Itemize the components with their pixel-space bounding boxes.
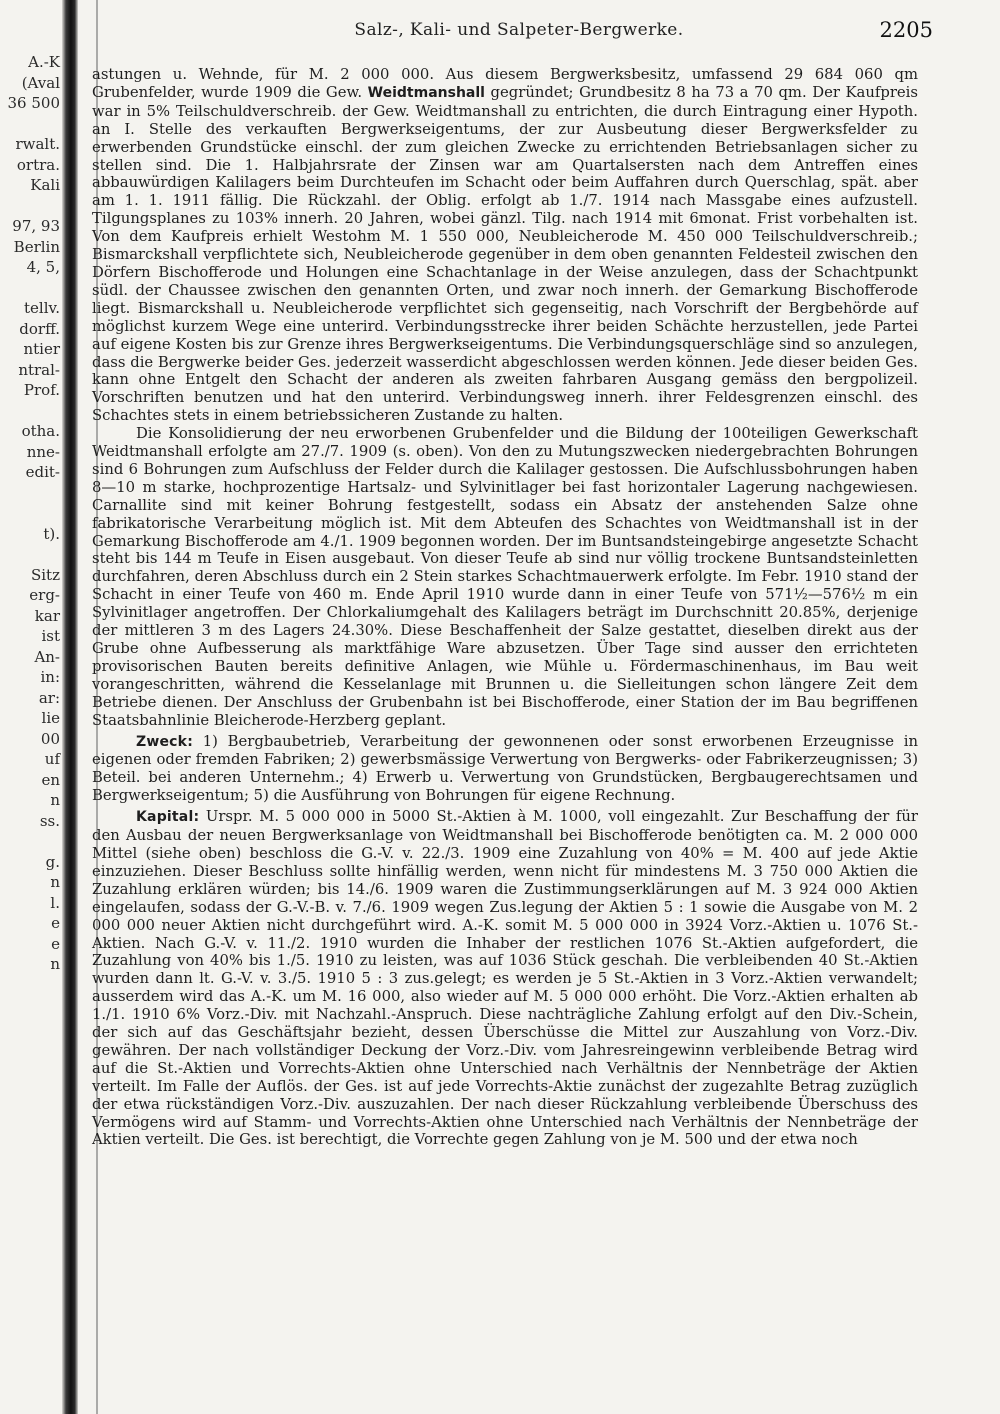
company-name-bold: Weidtmanshall [367,84,485,101]
previous-page-fragment: A.-K [28,53,60,71]
previous-page-fragment: tellv. [24,299,60,317]
book-spine-gutter [62,0,78,1414]
previous-page-fragment: uf [44,750,60,768]
paragraph-property-history [92,66,918,425]
previous-page-fragment: lie [41,709,60,727]
previous-page-fragment: 36 500 [7,94,60,112]
paragraph-text: gegründet; Grundbesitz 8 ha 73 a 70 qm. Der Kaufpreis war in 5% Teilschuldverschreib. der Gew. Weidtmanshall zu entrichten, die durch Eintragung einer Hypoth. an I. Stelle des verkauften Bergwerkseigentums, der zur Ausbeutung dieser Bergwerksfelder zu erwerbenden Grundstücke einschl. der zum gleichen Zwecke zu errichtenden Betriebsanlagen sicher zu stellen sind. Die 1. Halbjahrsrate der Zinsen war am Quartalsersten nach dem Antreffen eines abbauwürdigen Kalilagers beim Durchteufen im Schacht oder beim Auffahren durch Querschlag, spät. aber am 1. 1. 1911 fällig. Die Rückzahl. der Oblig. erfolgt ab 1./7. 1914 nach Massgabe eines aufzustell. Tilgungsplanes zu 103% innerh. 20 Jahren, wobei gänzl. Tilg. nach 1914 mit 6monat. Frist vorbehalten ist. Von dem Kaufpreis erhielt Westohm M. 1 550 000, Neubleicherode M. 450 000 Teilschuldverschreib.; Bismarckshall verpflichtete sich, Neubleicherode gegenüber in dem oben genannten Feldesteil zwischen den Dörfern Bischofferode und Holungen eine Schachtanlage in der Weise anzulegen, dass der Schachtpunkt südl. der Chaussee zwischen den genannten Orten, und zwar noch innerh. der Gemarkung Bischofferode liegt. Bismarckshall u. Neubleicherode verpflichtet sich gegenseitig, nach Vorschrift der Bergbehörde auf möglichst kurzem Wege eine unterird. Verbindungsstrecke ihrer beiden Schächte herzustellen, jede Partei auf eigene Kosten bis zur Grenze ihres Bergwerkseigentums. Die Verbindungsquerschläge sind so anzulegen, dass die Bergwerke beider Ges. jederzeit wasserdicht abgeschlossen werden können. Jede dieser beiden Ges. kann ohne Entgelt den Schacht der anderen als zweiten fahrbaren Ausgang gemäss den bergpolizeil. Vorschriften benutzen und hat den unterird. Verbindungsweg innerh. ihrer Feldesgrenzen einschl. des Schachtes stets in einem betriebssicheren Zustande zu halten. [92,83,919,425]
previous-page-fragment [0,483,62,504]
section-kapital [92,808,918,1149]
previous-page-fragment: otha. [21,422,60,440]
previous-page-fragment: ntier [23,340,60,358]
previous-page-fragment: 97, 93 [12,217,60,235]
previous-page-fragment: n [50,791,60,809]
previous-page-fragment: An- [34,647,60,666]
previous-page-fragment: ortra. [16,155,60,174]
previous-page-fragment: Berlin [13,237,60,256]
previous-page-fragment: 4, 5, [26,258,60,276]
previous-page-fragment [0,544,62,565]
previous-page-fragment: ss. [39,811,60,830]
running-header [105,18,933,48]
previous-page-fragment [0,503,62,524]
previous-page-fragment: ist [41,627,60,645]
page-body [92,66,918,1149]
previous-page-fragment [0,831,62,852]
previous-page-fragment: g. [45,852,60,871]
previous-page-fragment: n [50,955,60,973]
previous-page-fragment: l. [50,893,60,912]
previous-page-fragment [0,196,62,217]
previous-page-fragment: ar: [38,688,60,707]
previous-page-fragment: n [50,873,60,891]
previous-page-fragment: in: [40,668,60,686]
section-label: Kapital: [136,809,200,826]
previous-page-fragment [0,401,62,422]
previous-page-fragment: e [51,914,60,932]
section-zweck [92,733,918,806]
previous-page-fragment: Sitz [30,565,60,584]
paragraph-text: astungen u. Wehnde, für M. 2 000 000. Aus diesem Bergwerksbesitz, umfassend 29 684 060 qm Grubenfelder, wurde 1909 die Gew. [92,66,918,101]
previous-page-fragment [0,278,62,299]
running-head-title: Salz-, Kali- und Salpeter-Bergwerke. [354,20,684,40]
previous-page-fragment: ntral- [18,360,60,379]
previous-page-fragment: Prof. [23,381,60,399]
previous-page-fragment: kar [34,606,60,625]
section-text: Urspr. M. 5 000 000 in 5000 St.-Aktien à M. 1000, voll eingezahlt. Zur Beschaffung der für den Ausbau der neuen Bergwerksanlage von Weidtmanshall bei Bischofferode benötigten ca. M. 2 000 000 Mittel (siehe oben) beschloss die G.-V. v. 22./3. 1909 eine Zuzahlung von 40% = M. 400 auf jede Aktie einzuziehen. Dieser Beschluss sollte hinfällig werden, wenn nicht für mindestens M. 3 750 000 Aktien die Zuzahlung erklären würden; bis 14./6. 1909 waren die Zustimmungserklärungen auf M. 3 924 000 Aktien eingelaufen, sodass der G.-V.-B. v. 7./6. 1909 wegen Zus.legung der Aktien 5 : 1 sowie die Ausgabe von M. 2 000 000 neuer Aktien nicht durchgeführt wird. A.-K. somit M. 5 000 000 in 3924 Vorz.-Aktien u. 1076 St.-Aktien. Nach G.-V. v. 11./2. 1910 wurden die Inhaber der restlichen 1076 St.-Aktien aufgefordert, die Zuzahlung von 40% bis 1./5. 1910 zu leisten, was auf 1036 Stück geschah. Die verbleibenden 40 St.-Aktien wurden dann lt. G.-V. v. 3./5. 1910 5 : 3 zus.gelegt; es werden je 5 St.-Aktien in 3 Vorz.-Aktien verwandelt; ausserdem wird das A.-K. um M. 16 000, also wieder auf M. 5 000 000 erhöht. Die Vorz.-Aktien erhalten ab 1./1. 1910 6% Vorz.-Div. mit Nachzahl.-Anspruch. Diese nachträgliche Zahlung erfolgt auf den Div.-Schein, der sich auf das Geschäftsjahr bezieht, dessen Überschüsse die Mittel zur Auszahlung von Vorz.-Div. gewähren. Der nach vollständiger Deckung der Vorz.-Div. vom Jahresreingewinn verbleibende Betrag wird auf die St.-Aktien und Vorrechts-Aktien ohne Unterschied nach Verhältnis der Nennbeträge der Aktien verteilt. Im Falle der Auflös. der Ges. ist auf jede Vorrechts-Aktie zunächst der zugezahlte Betrag zuzüglich der etwa rückständigen Vorz.-Div. auszuzahlen. Der nach dieser Rückzahlung verbleibende Überschuss des Vermögens wird auf Stamm- und Vorrechts-Aktien ohne Unterschied nach Verhältnis der Nennbeträge der Aktien verteilt. Die Ges. ist berechtigt, die Vorrechte gegen Zahlung von je M. 500 und der etwa noch [92,808,918,1149]
previous-page-fragment: nne- [26,442,60,461]
previous-page-fragment: rwalt. [15,135,60,153]
previous-page-fragment: t). [43,524,60,543]
page-number: 2205 [879,18,933,42]
previous-page-fragment [0,114,62,135]
previous-page-fragment: en [41,770,60,789]
previous-page-fragment: Kali [30,176,60,194]
previous-page-fragment: 00 [40,729,60,748]
section-text: 1) Bergbaubetrieb, Verarbeitung der gewonnenen oder sonst erworbenen Erzeugnisse in eigenen oder fremden Fabriken; 2) gewerbsmässige Verwertung von Bergwerks- oder Fabrikerzeugnissen; 3) Beteil. bei anderen Unternehm.; 4) Erwerb u. Verwertung von Grundstücken, Bergbaugerechtsamen und Bergwerkseigentum; 5) die Ausführung von Bohrungen für eigene Rechnung. [92,732,918,805]
previous-page-fragment: edit- [25,463,60,481]
previous-page-edge-text [0,52,62,975]
section-label: Zweck: [136,733,193,750]
previous-page-fragment: erg- [29,586,60,604]
paragraph-consolidation: Die Konsolidierung der neu erworbenen Grubenfelder und die Bildung der 100teiligen Gewerkschaft Weidtmanshall erfolgte am 27./7. 1909 (s. oben). Von den zu Mutungszwecken niedergebrachten Bohrungen sind 6 Bohrungen zum Aufschluss der Felder durch die Kalilager gestossen. Die Aufschlussbohrungen haben 8—10 m starke, hochprozentige Hartsalz- und Sylvinitlager bei fast horizontaler Lagerung nachgewiesen. Carnallite sind mit keiner Bohrung festgestellt, sodass ein Absatz der anstehenden Salze ohne fabrikatorische Verarbeitung möglich ist. Mit dem Abteufen des Schachtes von Weidtmanshall ist in der Gemarkung Bischofferode am 4./1. 1909 begonnen worden. Der im Buntsandsteingebirge angesetzte Schacht steht bis 144 m Teufe in Eisen ausgebaut. Von dieser Teufe ab sind nur völlig trockene Buntsandsteinletten durchfahren, deren Abschluss durch ein 2 Stein starkes Schachtmauerwerk erfolgte. Im Febr. 1910 stand der Schacht in einer Teufe von 460 m. Ende April 1910 wurde dann in einer Teufe von 571½—576½ m ein Sylvinitlager angetroffen. Der Chlorkaliumgehalt des Kalilagers beträgt im Durchschnitt 20.85%, derjenige der mittleren 3 m des Lagers 24.30%. Diese Beschaffenheit der Salze gestattet, dieselben direkt aus der Grube ohne Aufbesserung als marktfähige Ware abzusetzen. Über Tage sind ausser den errichteten provisorischen Bauten bereits definitive Anlagen, wie Mühle u. Fördermaschinenhaus, im Bau weit vorangeschritten, während die Kesselanlage mit Brunnen u. die Sielleitungen schon längere Zeit dem Betriebe dienen. Der Anschluss der Grubenbahn ist bei Bischofferode, einer Station der im Bau begriffenen Staatsbahnlinie Bleicherode-Herzberg geplant. [92,425,918,729]
previous-page-fragment: dorff. [19,319,60,338]
previous-page-fragment: e [51,934,60,953]
previous-page-fragment: (Aval [21,73,60,92]
